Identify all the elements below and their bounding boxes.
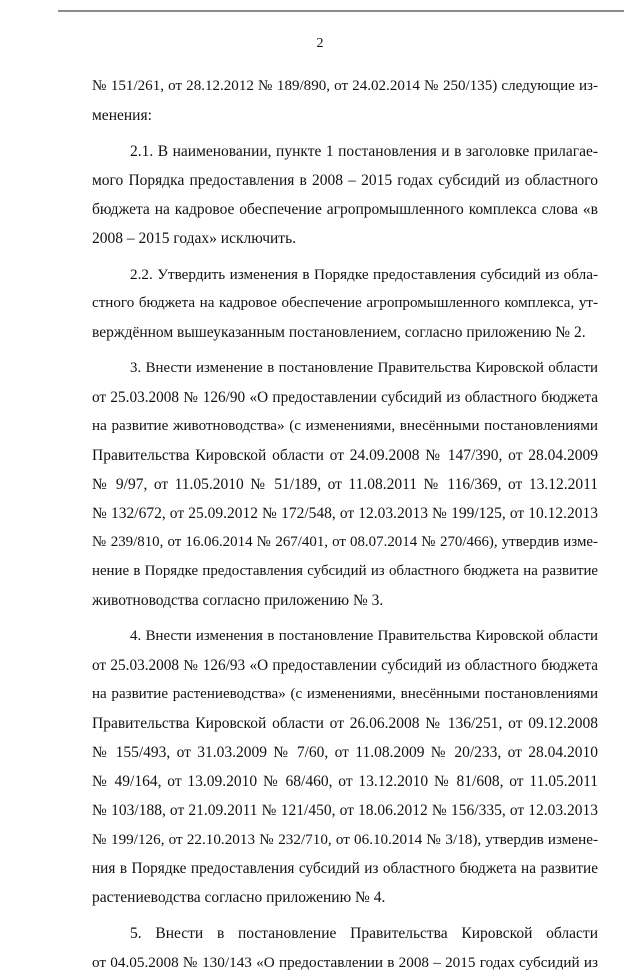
text-line: Правительства Кировской области от 24.09.2008 № 147/390, от 28.04.2009 — [92, 447, 598, 464]
text-line: ния в Порядке предоставления субсидий из областного бюджета на развитие — [92, 860, 598, 877]
text-line: нение в Порядке предоставления субсидий из областного бюджета на развитие — [92, 563, 598, 579]
page-number: 2 — [316, 36, 324, 51]
paragraph-2-2-line: 2.2. Утвердить изменения в Порядке предоставления субсидий из обла- — [130, 266, 598, 283]
text-line: № 132/672, от 25.09.2012 № 172/548, от 12.03.2013 № 199/125, от 10.12.2013 — [92, 505, 598, 522]
text-line: мого Порядка предоставления в 2008 – 2015 годах субсидий из областного — [92, 172, 598, 189]
text-line: на развитие растениеводства» (с изменениями, внесёнными постановлениями — [92, 686, 598, 702]
paragraph-3-line: 3. Внести изменение в постановление Правительства Кировской области — [130, 360, 598, 376]
text-line: менения: — [92, 107, 152, 124]
text-line: стного бюджета на кадровое обеспечение агропромышленного комплекса, ут- — [92, 295, 598, 311]
text-line: № 151/261, от 28.12.2012 № 189/890, от 24.02.2014 № 250/135) следующие из- — [92, 78, 598, 94]
text-line: № 49/164, от 13.09.2010 № 68/460, от 13.12.2010 № 81/608, от 11.05.2011 — [92, 773, 598, 790]
text-line: 2008 – 2015 годах» исключить. — [92, 230, 297, 247]
text-line: № 9/97, от 11.05.2010 № 51/189, от 11.08.2011 № 116/369, от 13.12.2011 — [92, 476, 598, 493]
text-line: бюджета на кадровое обеспечение агропромышленного комплекса слова «в — [92, 201, 598, 218]
scan-edge-line — [58, 10, 624, 12]
text-line: верждённом вышеуказанным постановлением, согласно приложению № 2. — [92, 324, 586, 341]
paragraph-4-line: 4. Внести изменения в постановление Правительства Кировской области — [130, 628, 598, 644]
text-line: от 04.05.2008 № 130/143 «О предоставлении в 2008 – 2015 годах субсидий из — [92, 954, 598, 971]
document-body — [92, 72, 598, 977]
text-line: № 199/126, от 22.10.2013 № 232/710, от 06.10.2014 № 3/18), утвердив измене- — [92, 831, 598, 848]
text-line: № 155/493, от 31.03.2009 № 7/60, от 11.08.2009 № 20/233, от 28.04.2010 — [92, 744, 598, 761]
text-line: от 25.03.2008 № 126/93 «О предоставлении субсидий из областного бюджета — [92, 657, 598, 674]
text-line: от 25.03.2008 № 126/90 «О предоставлении субсидий из областного бюджета — [92, 389, 598, 406]
text-line: растениеводства согласно приложению № 4. — [92, 889, 386, 906]
text-line: № 103/188, от 21.09.2011 № 121/450, от 18.06.2012 № 156/335, от 12.03.2013 — [92, 802, 598, 819]
paragraph-2-1-line: 2.1. В наименовании, пункте 1 постановления и в заголовке прилагае- — [130, 143, 598, 160]
text-line: животноводства согласно приложению № 3. — [92, 592, 384, 609]
text-line: на развитие животноводства» (с изменениями, внесёнными постановлениями — [92, 418, 598, 434]
text-line: Правительства Кировской области от 26.06.2008 № 136/251, от 09.12.2008 — [92, 715, 598, 732]
paragraph-5-line: 5. Внести в постановление Правительства Кировской области — [130, 925, 598, 942]
text-line: № 239/810, от 16.06.2014 № 267/401, от 08.07.2014 № 270/466), утвердив изме- — [92, 534, 598, 550]
